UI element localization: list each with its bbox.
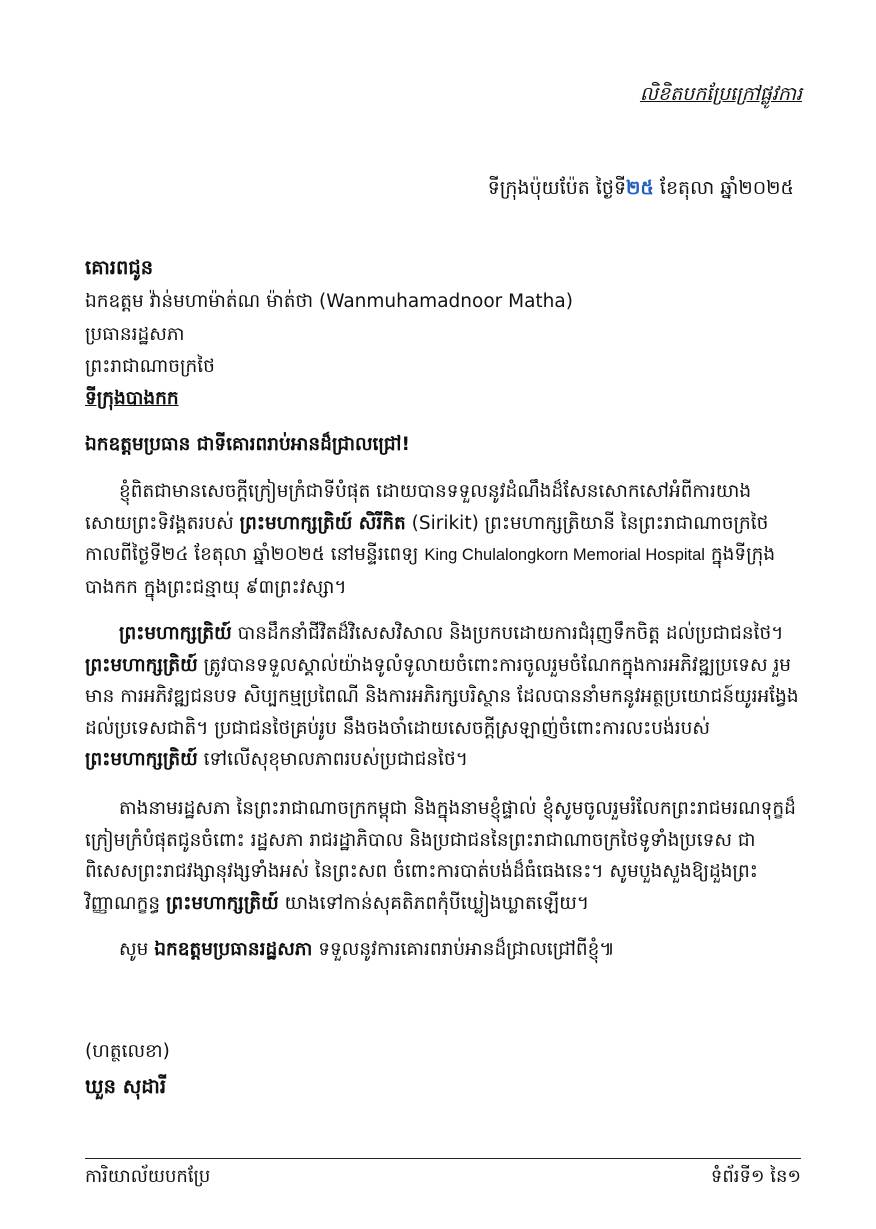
paragraph-1	[85, 476, 801, 603]
p1-hospital: King Chulalongkorn Memorial Hospital	[424, 546, 705, 564]
p1-queen-name: ព្រះមហាក្សត្រិយ៍ សិរីកិត	[239, 512, 406, 534]
date-rest: ខែតុលា ឆ្នាំ២០២៥	[653, 177, 794, 199]
p1-text-c: (Sirikit) ព្រះមហាក្សត្រិយានី នៃព្រះរាជាណាចក្រថៃ កាលពីថ្ងៃទី២៤ ខែតុលា ឆ្នាំ២០២៥ នៅមន្ទីរពេទ្យ	[85, 512, 769, 565]
page-number: ទំព័រទី១ នៃ១	[710, 1166, 801, 1187]
recipient-city: ទីក្រុងបាងកក	[85, 388, 179, 409]
footer-divider	[85, 1158, 801, 1159]
footer-office: ការិយាល័យបកប្រែ	[85, 1166, 211, 1187]
p3-queen: ព្រះមហាក្សត្រិយ៍	[165, 892, 279, 914]
date-place: ទីក្រុងប៉ុយប៉ែត ថ្ងៃទី	[487, 177, 627, 199]
p2-queen-3: ព្រះមហាក្សត្រិយ៍	[85, 749, 198, 770]
translation-note: លិខិតបកប្រែក្រៅផ្លូវការ	[639, 83, 802, 105]
recipient-salutation: គោរពជូន	[85, 256, 154, 279]
p4-president: ឯកឧត្តមប្រធានរដ្ឋសភា	[154, 939, 313, 960]
paragraph-4	[85, 934, 801, 966]
p2-queen-1: ព្រះមហាក្សត្រិយ៍	[119, 623, 232, 644]
p3-text-c: យាងទៅកាន់សុគតិភពកុំបីឃ្លៀងឃ្លាតឡើយ។	[278, 892, 590, 914]
paragraph-3	[85, 793, 801, 919]
date-day: ២៥	[626, 177, 654, 199]
p2-text-f: ទៅលើសុខុមាលភាពរបស់ប្រជាជនថៃ។	[197, 749, 468, 770]
p2-text-d: ត្រូវបានទទួលស្គាល់យ៉ាងទូលំទូលាយចំពោះការចូលរួមចំណែកក្នុងការអភិវឌ្ឍប្រទេស រួមមាន ការអភិវឌ្ឍជនបទ សិប្បកម្មប្រពៃណី និងការអភិរក្សបរិស្ថាន ដែលបាននាំមកនូវអត្ថប្រយោជន៍យូរអង្វែងដល់ប្រទេសជាតិ។ ប្រជាជនថៃគ្រប់រូប នឹងចងចាំដោយសេចក្តីស្រឡាញ់ចំពោះការលះបង់របស់	[85, 654, 799, 739]
p2-queen-2: ព្រះមហាក្សត្រិយ៍	[85, 654, 198, 676]
recipient-country: ព្រះរាជាណាចក្រថៃ	[85, 356, 215, 377]
paragraph-2	[85, 618, 801, 776]
p4-text-a: សូម	[119, 939, 155, 960]
p4-text-c: ទទួលនូវការគោរពរាប់អានដ៏ជ្រាលជ្រៅពីខ្ញុំ៕	[312, 939, 615, 960]
signature-name: ឃួន សុដារី	[85, 1075, 167, 1098]
date-line	[488, 176, 794, 204]
p2-text-b: បានដឹកនាំជីវិតដ៏វិសេសវិសាល និងប្រកបដោយការជំរុញទឹកចិត្ត ដល់ប្រជាជនថៃ។	[231, 623, 784, 644]
signature-note: (ហត្ថលេខា)	[85, 1041, 170, 1062]
greeting: ឯកឧត្តមប្រធាន ជាទីគោរពរាប់អានដ៏ជ្រាលជ្រៅ!	[85, 434, 410, 455]
recipient-name: ឯកឧត្តម វ៉ាន់មហាម៉ាត់ណ ម៉ាត់ថា (Wanmuhamadnoor Matha)	[85, 291, 573, 312]
p1-text-e: ក្នុងទីក្រុងបាងកក ក្នុងព្រះជន្មាយុ ៩៣ព្រះវស្សា។	[85, 544, 776, 598]
recipient-title: ប្រធានរដ្ឋសភា	[85, 324, 185, 345]
p3-text-a: តាងនាមរដ្ឋសភា នៃព្រះរាជាណាចក្រកម្ពុជា និងក្នុងនាមខ្ញុំផ្ទាល់ ខ្ញុំសូមចូលរួមរំលែកព្រះរាជមរណទុក្ខដ៏ក្រៀមក្រំបំផុតជូនចំពោះ រដ្ឋសភា រាជរដ្ឋាភិបាល និងប្រជាជននៃព្រះរាជាណាចក្រថៃទូទាំងប្រទេស ជាពិសេសព្រះរាជវង្សានុវង្សទាំងអស់ នៃព្រះសព ចំពោះការបាត់បង់ដ៏ធំធេងនេះ។ សូមបួងសួងឱ្យដួងព្រះវិញ្ញាណក្ខន្ធ	[85, 798, 796, 914]
p1-text-a: ខ្ញុំពិតជាមានសេចក្តីក្រៀមក្រំជាទីបំផុត ដោយបានទទួលនូវដំណឹងដ៏សែនសោកសៅអំពីការយាង សោយព្រះទិវង្គតរបស់	[85, 481, 752, 534]
